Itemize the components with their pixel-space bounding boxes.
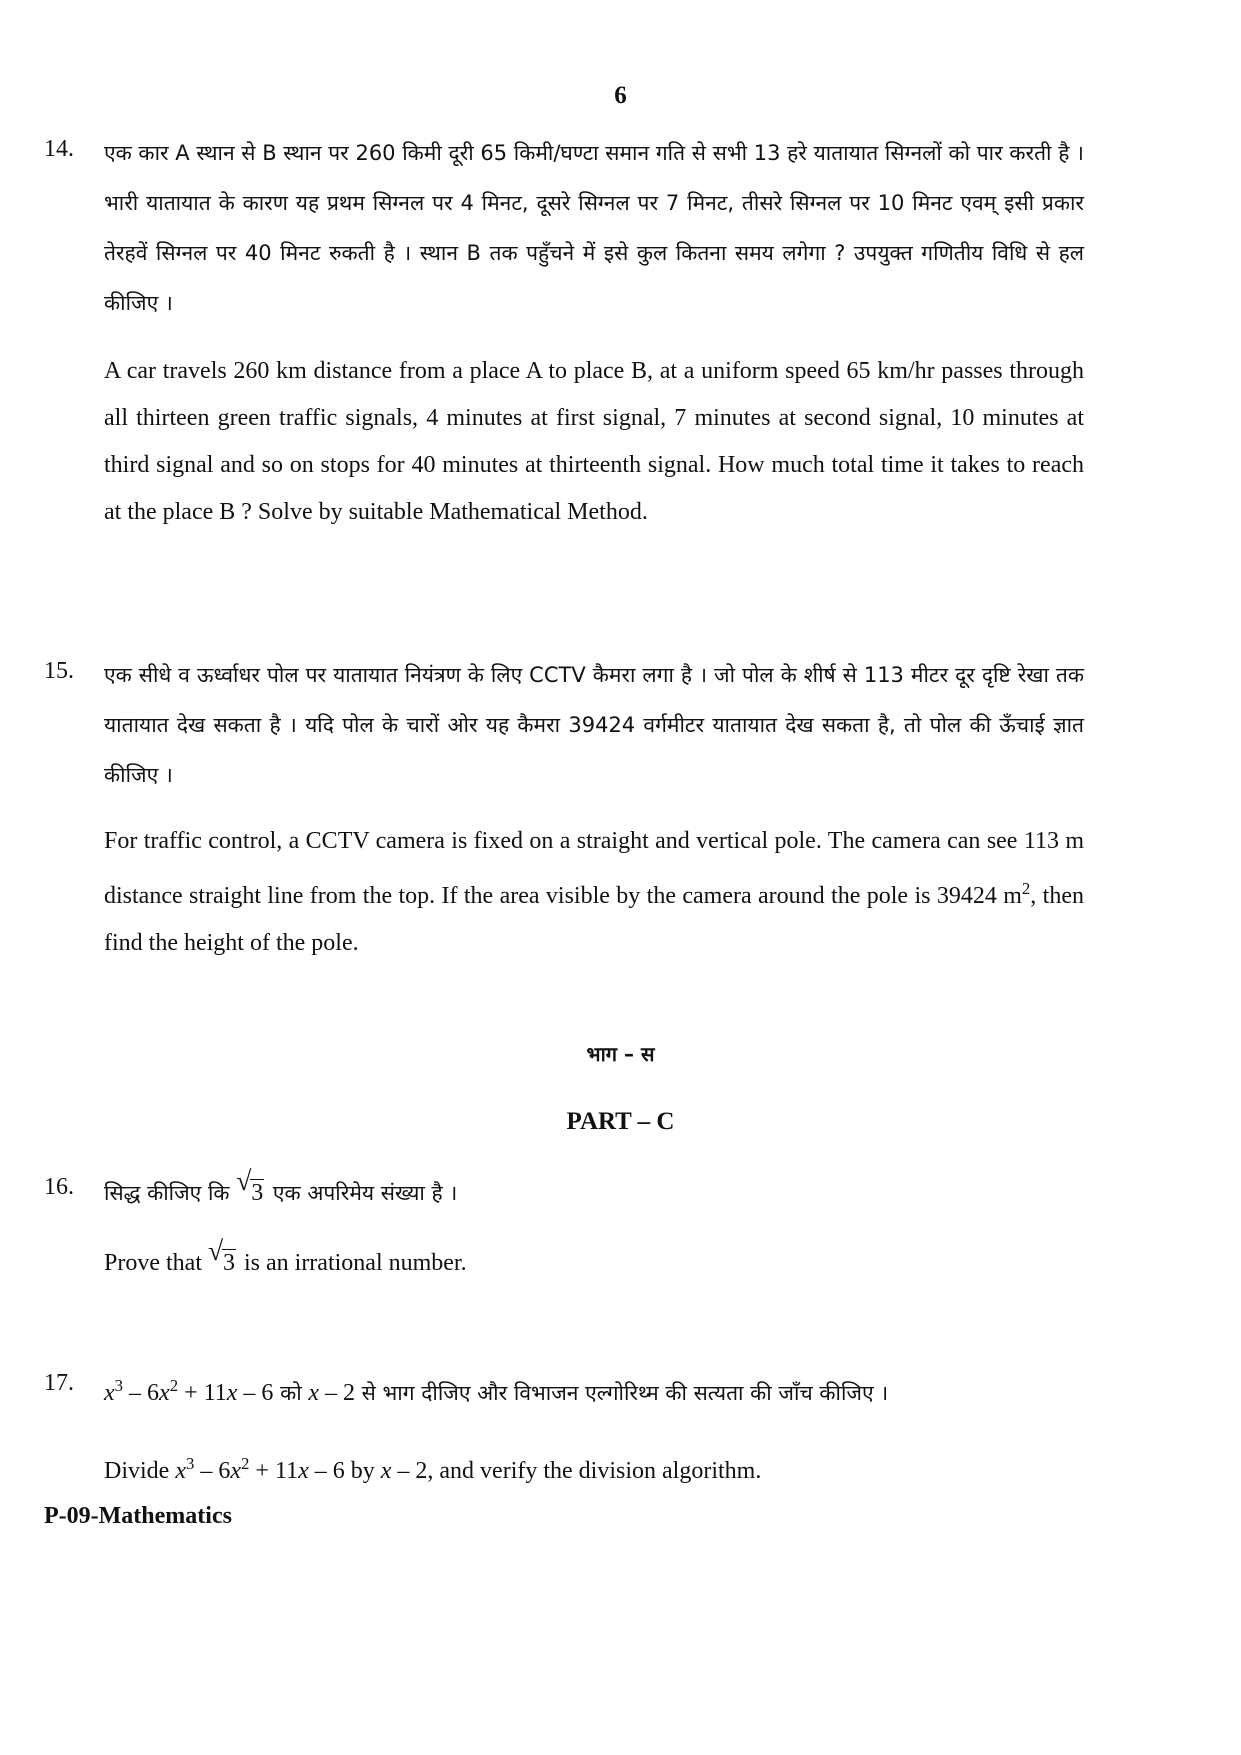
sqrt-3: √ 3: [207, 1235, 235, 1276]
footer-paper-code: P-09-Mathematics: [44, 1503, 232, 1529]
question-16-english: Prove that √ 3 is an irrational number.: [104, 1240, 1084, 1287]
question-17-hindi: $x^3 - 6x^2 + 11x - 6$ को x – 2 से भाग दीजिए और विभाजन एल्गोरिथ्म की सत्यता की जाँच कीजिए ।: [104, 1376, 889, 1406]
question-17-english: Divide $x^3 - 6x^2 + 11x - 6$ by x – 2, and verify the division algorithm.: [104, 1454, 762, 1484]
question-number: 15.: [44, 658, 74, 684]
question-body: [104, 128, 1084, 536]
question-14-hindi: एक कार A स्थान से B स्थान पर 260 किमी दूरी 65 किमी/घण्टा समान गति से सभी 13 हरे यातायात सिग्नलों को पार करती है । भारी यातायात के कारण यह प्रथम सिग्नल पर 4 मिनट, दूसरे सिग्नल पर 7 मिनट, तीसरे सिग्नल पर 10 मिनट एवम् इसी प्रकार तेरहवें सिग्नल पर 40 मिनट रुकती है । स्थान B तक पहुँचने में इसे कुल कितना समय लगेगा ? उपयुक्त गणितीय विधि से हल कीजिए ।: [104, 141, 1084, 315]
question-number: 14.: [44, 136, 74, 162]
question-16-hindi: सिद्ध कीजिए कि √ 3 एक अपरिमेय संख्या है ।: [104, 1168, 1084, 1218]
question-15-hindi: एक सीधे व ऊर्ध्वाधर पोल पर यातायात नियंत्रण के लिए CCTV कैमरा लगा है । जो पोल के शीर्ष से 113 मीटर दूर दृष्टि रेखा तक यातायात देख सकता है । यदि पोल के चारों ओर यह कैमरा 39424 वर्गमीटर यातायात देख सकता है, तो पोल की ऊँचाई ज्ञात कीजिए ।: [104, 663, 1084, 787]
page-number: 6: [614, 82, 627, 109]
question-14-english: A car travels 260 km distance from a place A to place B, at a uniform speed 65 km/hr passes through all thirteen green traffic signals, 4 minutes at first signal, 7 minutes at second signal, 10 minutes at third signal and so on stops for 40 minutes at thirteenth signal. How much total time it takes to reach at the place B ? Solve by suitable Mathematical Method.: [104, 358, 1084, 525]
question-number: 16.: [44, 1174, 74, 1200]
question-15-english: For traffic control, a CCTV camera is fixed on a straight and vertical pole. The camera can see 113 m distance straight line from the top. If the area visible by the camera around the pole is 39424 $m^2$, then find the height of the pole.: [104, 828, 1084, 956]
question-body: [104, 1362, 1084, 1495]
question-body: [104, 650, 1084, 967]
part-heading-hindi: भाग – स: [586, 1042, 655, 1066]
sqrt-3: √ 3: [236, 1165, 264, 1206]
part-heading-english: PART – C: [566, 1108, 675, 1135]
question-body: [104, 1165, 1084, 1287]
question-number: 17.: [44, 1370, 74, 1396]
